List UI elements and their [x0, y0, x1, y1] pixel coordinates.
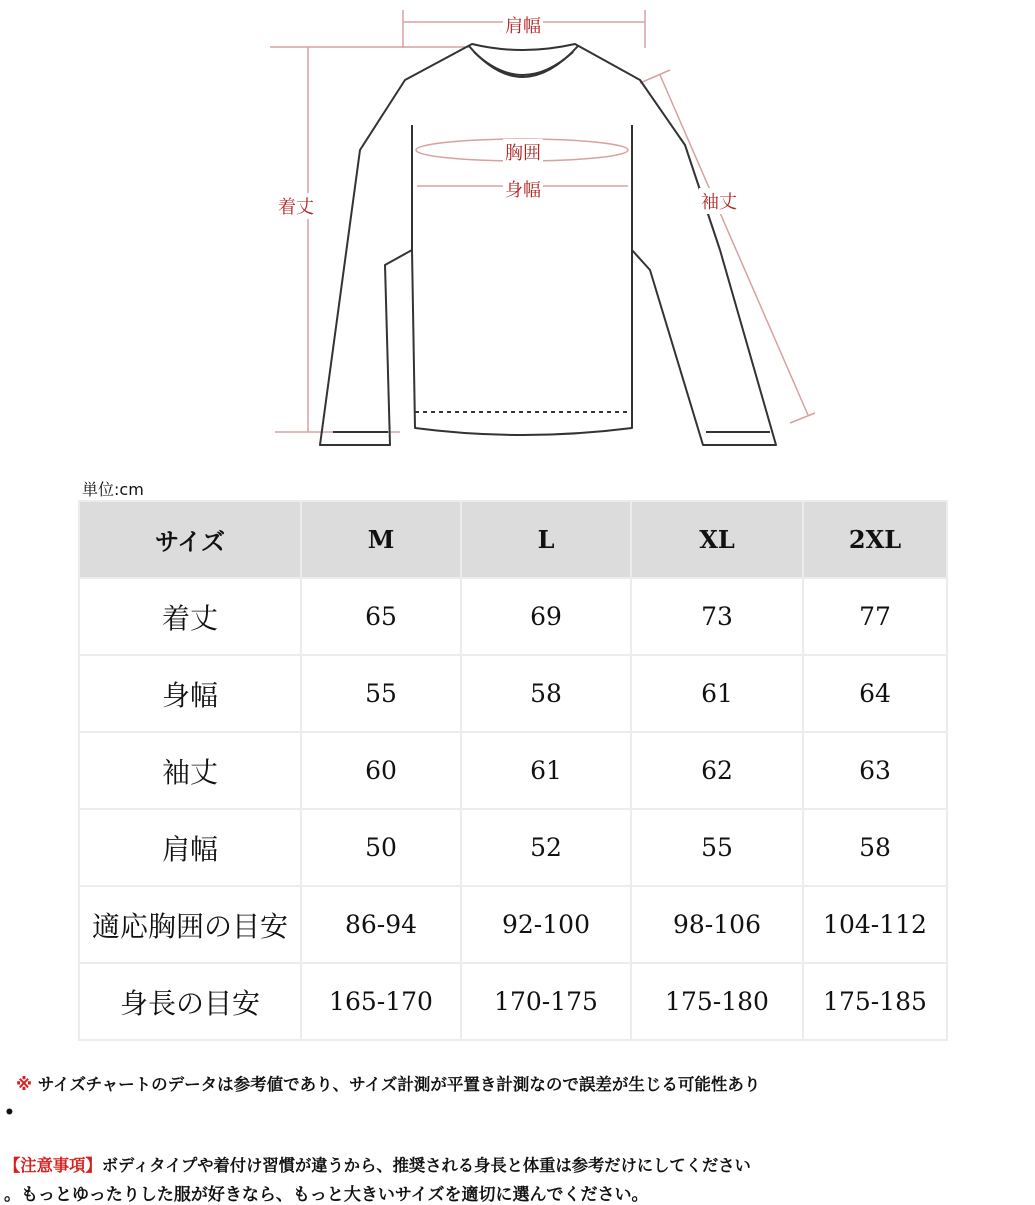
table-row	[79, 578, 947, 655]
size-advice-note: 。もっとゆったりした服が好きなら、もっと大きいサイズを適切に選んでください。	[4, 1185, 649, 1205]
table-cell: 73	[631, 578, 803, 655]
row-label: 袖丈	[79, 732, 301, 809]
header-xl: XL	[631, 501, 803, 578]
row-label: 着丈	[79, 578, 301, 655]
table-cell: 170-175	[461, 963, 631, 1040]
table-cell: 65	[301, 578, 461, 655]
table-cell: 104-112	[803, 886, 947, 963]
table-cell: 165-170	[301, 963, 461, 1040]
table-cell: 92-100	[461, 886, 631, 963]
caution-note	[4, 1152, 751, 1176]
table-cell: 60	[301, 732, 461, 809]
chest-label: 胸囲	[503, 139, 543, 165]
table-cell: 77	[803, 578, 947, 655]
row-label: 身幅	[79, 655, 301, 732]
shoulder-width-label: 肩幅	[503, 12, 543, 38]
table-cell: 61	[631, 655, 803, 732]
garment-diagram	[0, 0, 1035, 470]
table-cell: 62	[631, 732, 803, 809]
note-mark: ※	[16, 1075, 33, 1094]
row-label: 肩幅	[79, 809, 301, 886]
sweater-illustration	[0, 0, 1035, 470]
table-cell: 61	[461, 732, 631, 809]
table-cell: 50	[301, 809, 461, 886]
table-row	[79, 732, 947, 809]
table-cell: 63	[803, 732, 947, 809]
caution-text: ボディタイプや着付け習慣が違うから、推奨される身長と体重は参考だけにしてください	[101, 1156, 751, 1175]
table-cell: 98-106	[631, 886, 803, 963]
table-row	[79, 886, 947, 963]
header-size: サイズ	[79, 501, 301, 578]
measurement-note	[16, 1071, 760, 1095]
table-cell: 55	[631, 809, 803, 886]
table-row	[79, 809, 947, 886]
table-cell: 58	[803, 809, 947, 886]
table-cell: 55	[301, 655, 461, 732]
header-m: M	[301, 501, 461, 578]
table-cell: 64	[803, 655, 947, 732]
row-label: 身長の目安	[79, 963, 301, 1040]
note-text: サイズチャートのデータは参考値であり、サイズ計測が平置き計測なので誤差が生じる可能性あり	[37, 1075, 761, 1094]
row-label: 適応胸囲の目安	[79, 886, 301, 963]
sleeve-length-label: 袖丈	[699, 188, 739, 214]
table-cell: 175-180	[631, 963, 803, 1040]
table-cell: 58	[461, 655, 631, 732]
body-width-label: 身幅	[503, 176, 543, 202]
table-cell: 175-185	[803, 963, 947, 1040]
header-2xl: 2XL	[803, 501, 947, 578]
table-row	[79, 963, 947, 1040]
header-l: L	[461, 501, 631, 578]
note-bullet: •	[4, 1103, 15, 1123]
unit-label: 単位:cm	[82, 480, 144, 499]
table-cell: 69	[461, 578, 631, 655]
table-cell: 86-94	[301, 886, 461, 963]
size-chart-table	[78, 500, 948, 1041]
table-row	[79, 655, 947, 732]
table-header-row	[79, 501, 947, 578]
table-cell: 52	[461, 809, 631, 886]
length-label: 着丈	[276, 193, 316, 219]
caution-label: 【注意事項】	[4, 1156, 102, 1175]
